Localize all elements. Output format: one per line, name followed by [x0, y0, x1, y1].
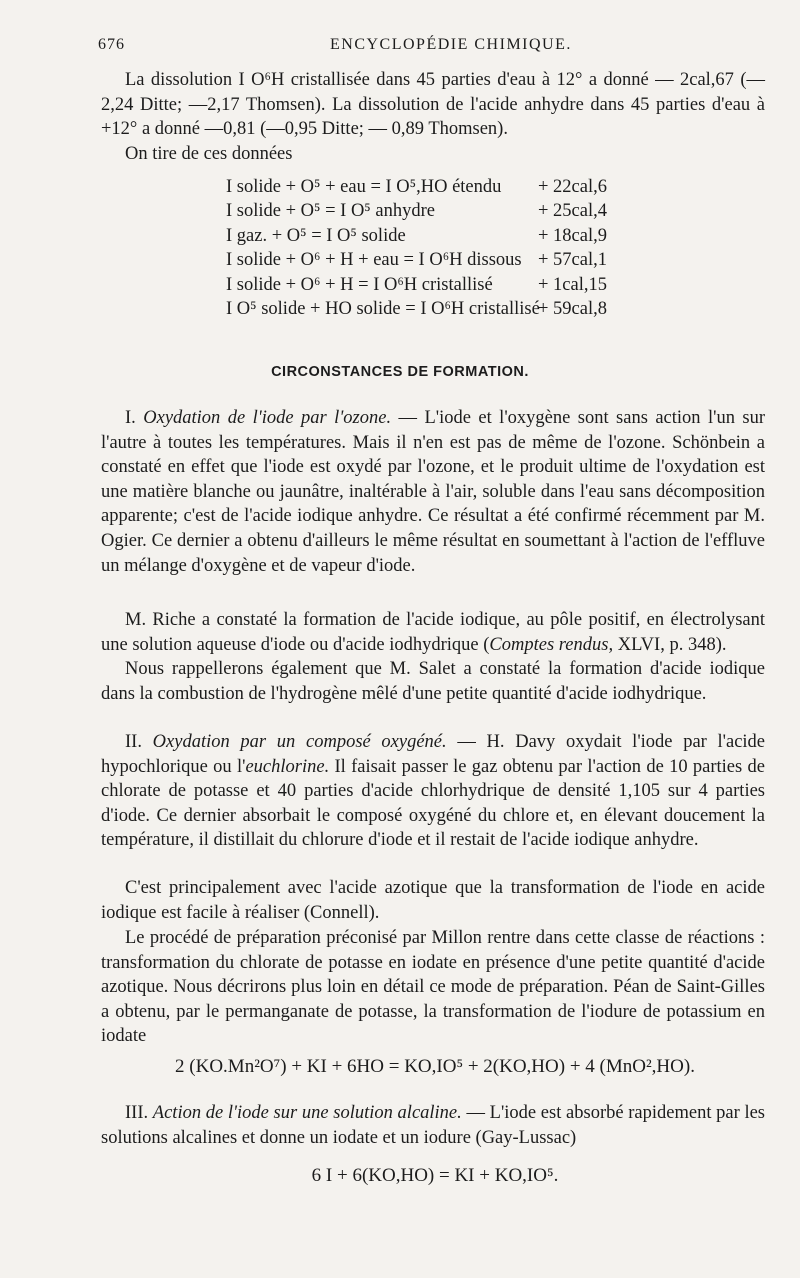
table-row [226, 175, 686, 199]
riche-text-b: XLVI, p. 348). [613, 634, 727, 655]
section-3-number: III. [125, 1103, 149, 1123]
page-number: 676 [98, 36, 125, 53]
section-2-text-a: — H. Davy oxydait l'iode par l'acide hypochlorique ou l' [101, 732, 766, 777]
heat-value: + 1cal,15 [538, 274, 607, 295]
section-1-paragraph [101, 406, 765, 578]
table-row [226, 273, 686, 297]
riche-text-a: M. Riche a constaté la formation de l'acide iodique, au pôle positif, en électrolysant une solution aqueuse d'iode ou d'acide iodhydrique ( [101, 610, 765, 655]
section-1-number: I. [125, 408, 136, 428]
heat-value: + 57cal,1 [538, 250, 607, 271]
heat-value: + 25cal,4 [538, 201, 607, 222]
running-title: ENCYCLOPÉDIE CHIMIQUE. [330, 36, 572, 53]
section-1-riche-paragraph [101, 608, 765, 657]
reaction-text: I solide + O⁶ + H + eau = I O⁶H dissous [226, 250, 522, 271]
table-row [226, 248, 686, 272]
section-2-paragraph [101, 730, 765, 853]
reaction-text: I gaz. + O⁵ = I O⁵ solide [226, 225, 406, 246]
section-1-salet-paragraph: Nous rappellerons également que M. Salet a constaté la formation d'acide iodique dans la combustion de l'hydrogène mêlé d'une petite quantité d'acide iodhydrique. [101, 659, 765, 704]
section-title: CIRCONSTANCES DE FORMATION. [271, 364, 529, 380]
section-3-paragraph [101, 1101, 765, 1150]
reaction-text: I solide + O⁵ + eau = I O⁵,HO étendu [226, 177, 502, 197]
section-2-title: Oxydation par un composé oxygéné. [152, 732, 447, 752]
intro-paragraph: La dissolution I O⁶H cristallisée dans 45 parties d'eau à 12° a donné — 2cal,67 (—2,24 Ditte; —2,17 Thomsen). La dissolution de l'acide anhydre dans 45 parties d'eau à +12° a donné —0,81 (—0,95 Ditte; — 0,89 Thomsen). [101, 70, 765, 140]
reaction-text: I solide + O⁵ = I O⁵ anhydre [226, 201, 435, 222]
section-3-text: — L'iode est absorbé rapidement par les solutions alcalines et donne un iodate et un iodure (Gay-Lussac) [101, 1103, 765, 1148]
page-header [98, 36, 766, 60]
section-2-millon-paragraph: Le procédé de préparation préconisé par Millon rentre dans cette classe de réactions : transformation du chlorate de potasse en iodate en présence d'une petite quantité d'acide azotique. Nous décrirons plus loin en détail ce mode de préparation. Péan de Saint-Gilles a obtenu, par le permanganate de potasse, la transformation de l'iodure de potassium en iodate [101, 928, 765, 1047]
equation-alkaline: 6 I + 6(KO,HO) = KI + KO,IO⁵. [311, 1165, 559, 1186]
section-1-title: Oxydation de l'iode par l'ozone. [143, 408, 392, 428]
heat-value: + 18cal,9 [538, 225, 607, 246]
reaction-text: I O⁵ solide + HO solide = I O⁶H cristallisé [226, 298, 540, 319]
thermochemical-table [226, 175, 686, 321]
equation-permanganate: 2 (KO.Mn²O⁷) + KI + 6HO = KO,IO⁵ + 2(KO,HO) + 4 (MnO²,HO). [175, 1056, 695, 1077]
table-row [226, 297, 686, 321]
section-2-text-b: Il faisait passer le gaz obtenu par l'action de 10 parties de chlorate de potasse et 40 parties d'acide chlorhydrique de densité 1,105 sur 4 parties d'iode. Ce dernier absorbait le composé oxygéné du chlore et, en élevant doucement la température, il distillait du chlorure d'iode et il restait de l'acide iodique anhydre. [101, 756, 765, 851]
intro-lead: On tire de ces données [125, 144, 293, 164]
section-2-nitric-paragraph: C'est principalement avec l'acide azotique que la transformation de l'iode en acide iodique est facile à réaliser (Connell). [101, 878, 765, 923]
section-3-title: Action de l'iode sur une solution alcaline. [152, 1103, 462, 1123]
euchlorine-term: euchlorine. [245, 756, 330, 777]
section-2-number: II. [125, 732, 142, 752]
reaction-text: I solide + O⁶ + H = I O⁶H cristallisé [226, 274, 493, 295]
heat-value: + 22cal,6 [538, 177, 607, 197]
section-1-text: — L'iode et l'oxygène sont sans action l'un sur l'autre à toutes les températures. Mais il n'en est pas de même de l'ozone. Schönbein a constaté en effet que l'iode est oxydé par l'ozone, et le produit ultime de l'oxydation est une matière blanche ou jaunâtre, inaltérable à l'air, soluble dans l'eau sans décomposition apparente; c'est de l'acide iodique anhydre. Ce résultat a été confirmé récemment par M. Ogier. Ce dernier a obtenu d'ailleurs le même résultat en soumettant à l'action de l'effluve un mélange d'oxygène et de vapeur d'iode. [101, 408, 766, 576]
heat-value: + 59cal,8 [538, 298, 607, 319]
table-row [226, 224, 686, 248]
citation-journal: Comptes rendus, [489, 634, 614, 655]
table-row [226, 199, 686, 223]
